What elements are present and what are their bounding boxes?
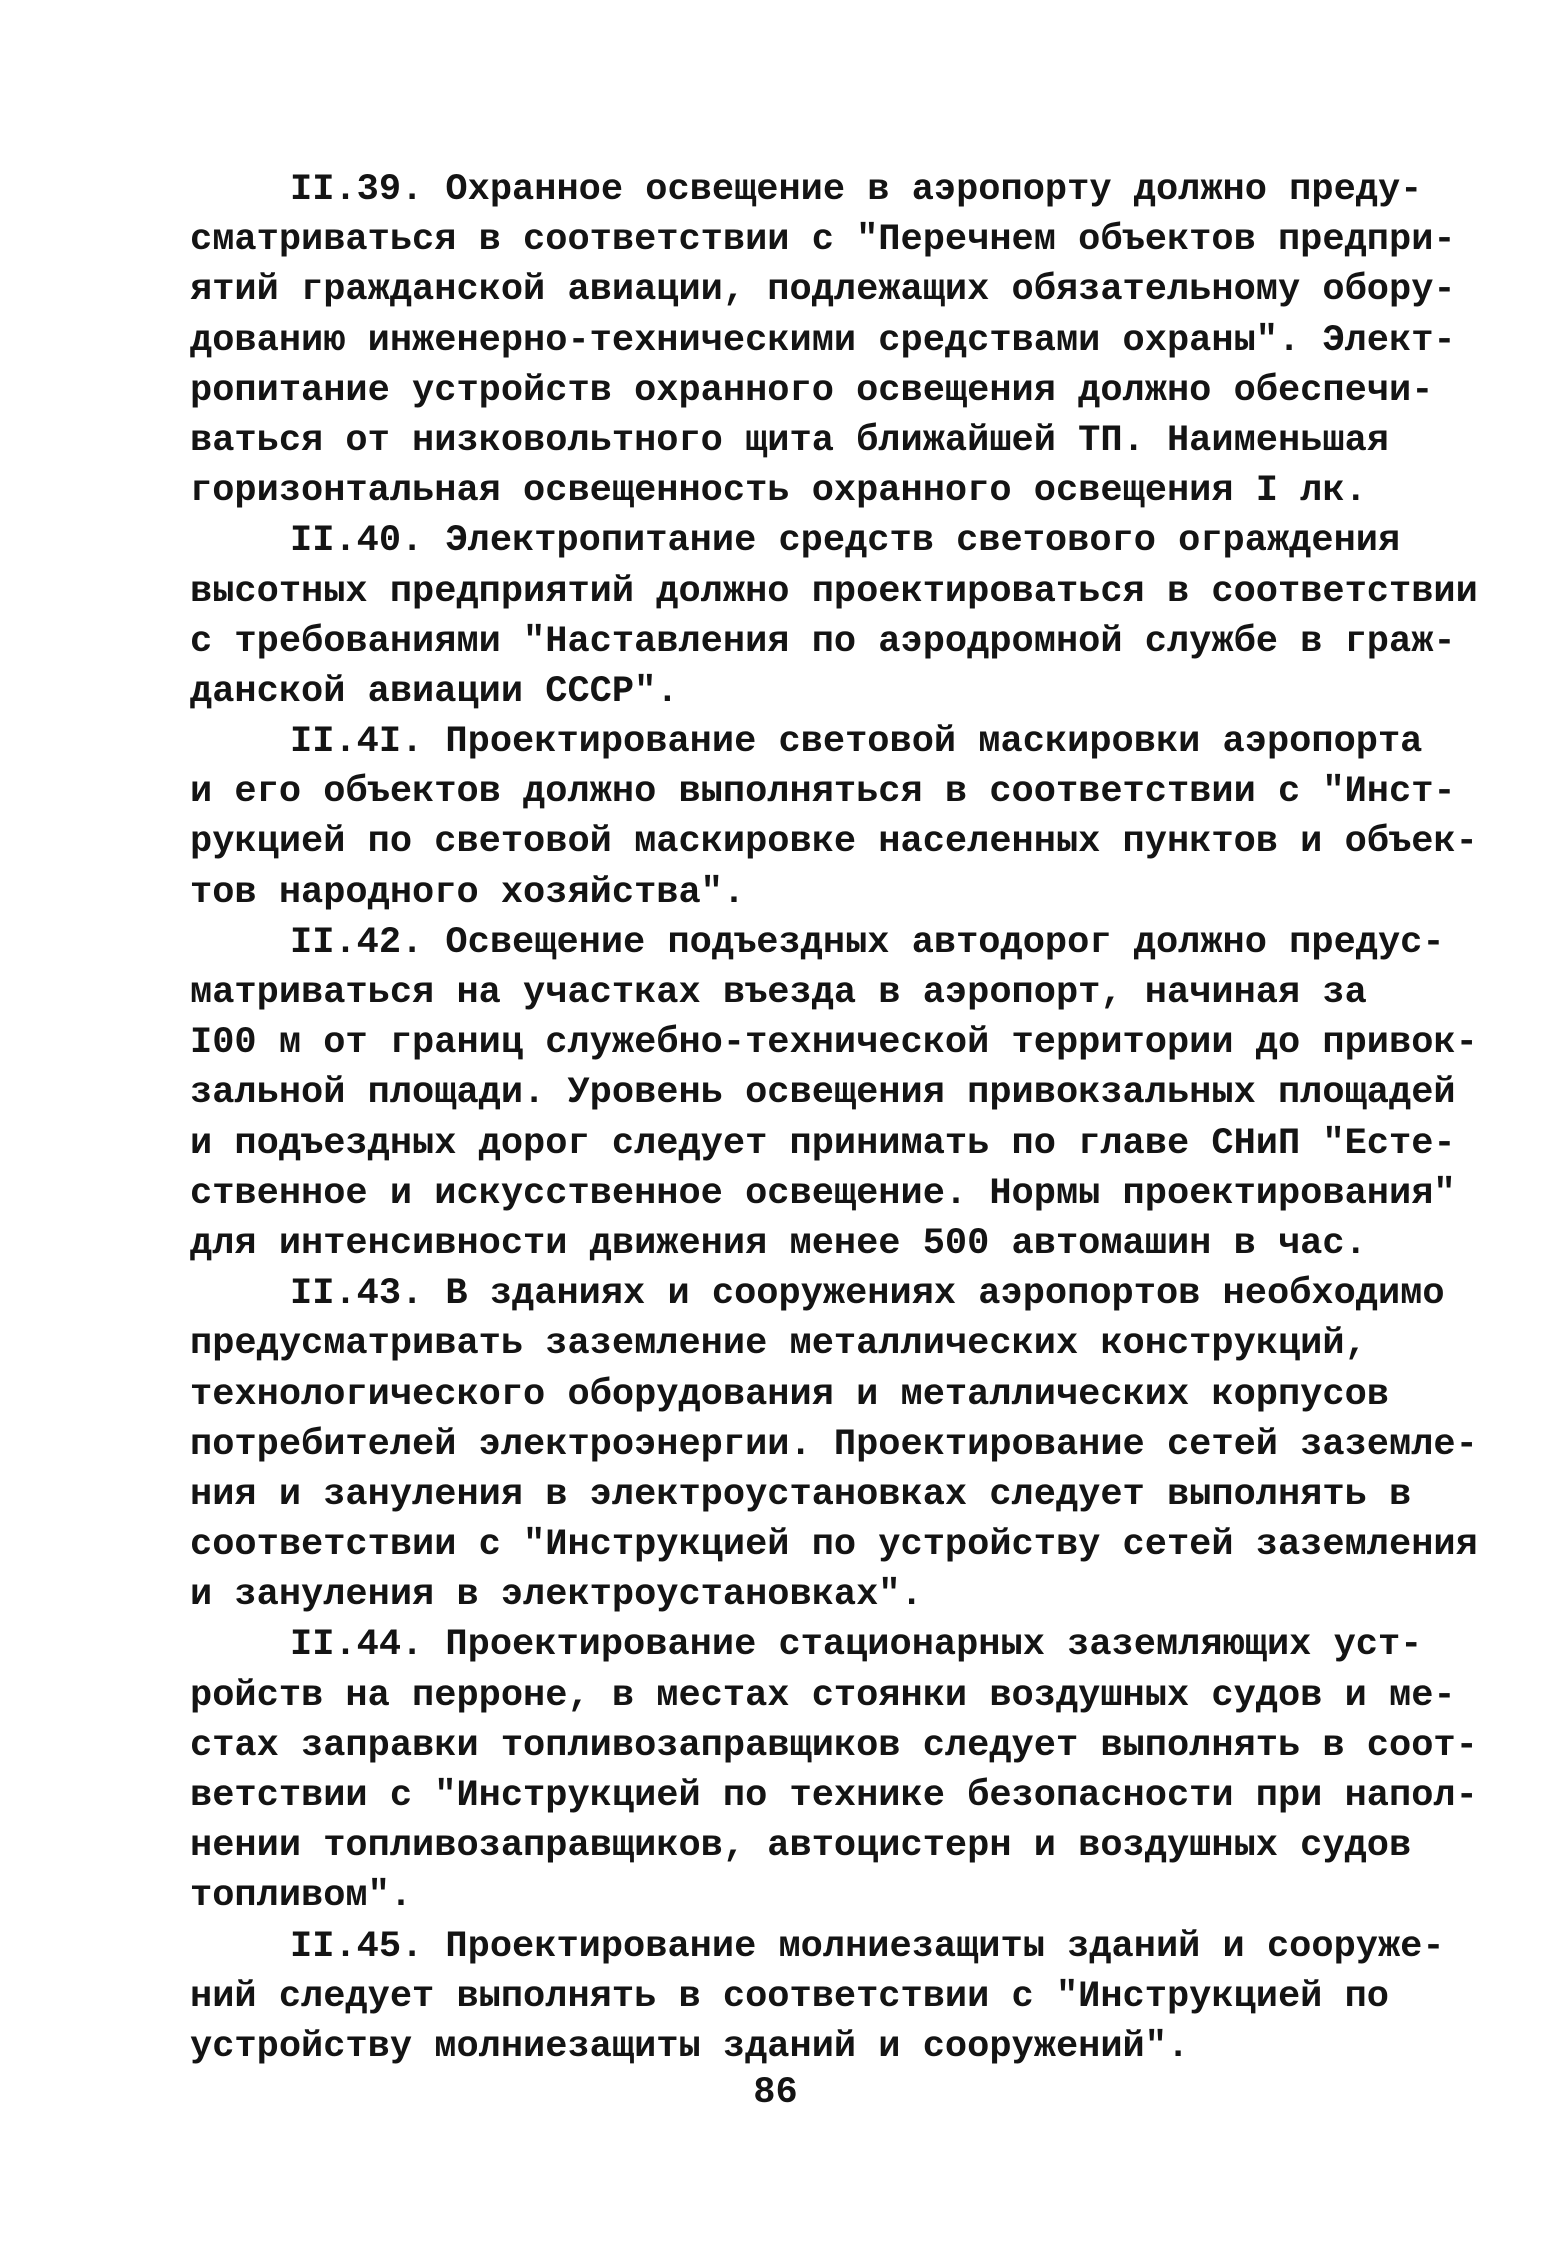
paragraph-11-44-line: II.44. Проектирование стационарных заземляющих уст- [290,1624,1423,1667]
paragraph-11-44-line: топливом". [190,1875,413,1918]
paragraph-11-42-line: зальной площади. Уровень освещения привокзальных площадей [190,1072,1456,1115]
paragraph-11-39-line: горизонтальная освещенность охранного освещения I лк. [190,470,1367,513]
paragraph-11-43-line: соответствии с "Инструкцией по устройству сетей заземления [190,1524,1478,1567]
paragraph-11-45-line: II.45. Проектирование молниезащиты зданий и сооруже- [290,1925,1445,1968]
paragraph-11-42-line: ственное и искусственное освещение. Нормы проектирования" [190,1172,1456,1215]
body-text [190,165,1478,2072]
paragraph-11-43-line: технологического оборудования и металлических корпусов [190,1373,1389,1416]
paragraph-11-44-line: ройств на перроне, в местах стоянки воздушных судов и ме- [190,1674,1456,1717]
paragraph-11-44-line: нении топливозаправщиков, автоцистерн и воздушных судов [190,1825,1412,1868]
paragraph-11-45-line: ний следует выполнять в соответствии с "Инструкцией по [190,1975,1389,2018]
paragraph-11-43-line: предусматривать заземление металлических конструкций, [190,1323,1367,1366]
paragraph-11-43-line: ния и зануления в электроустановках следует выполнять в [190,1473,1412,1516]
paragraph-11-39-line: ятий гражданской авиации, подлежащих обязательному обору- [190,269,1456,312]
paragraph-11-40-line: II.40. Электропитание средств светового ограждения [290,520,1401,563]
paragraph-11-44-line: ветствии с "Инструкцией по технике безопасности при напол- [190,1775,1478,1817]
paragraph-11-39-line: дованию инженерно-техническими средствами охраны". Элект- [190,319,1456,362]
paragraph-11-39-line: сматриваться в соответствии с "Перечнем объектов предпри- [190,219,1456,262]
paragraph-11-41-line: и его объектов должно выполняться в соответствии с "Инст- [190,771,1456,814]
paragraph-11-42-line: II.42. Освещение подъездных автодорог должно предус- [290,921,1445,964]
paragraph-11-42-line: матриваться на участках въезда в аэропорт, начиная за [190,972,1367,1014]
paragraph-11-42-line: и подъездных дорог следует принимать по главе СНиП "Есте- [190,1122,1456,1165]
paragraph-11-43-line: и зануления в электроустановках". [190,1574,923,1617]
paragraph-11-39-line: ропитание устройств охранного освещения должно обеспечи- [190,369,1434,412]
paragraph-11-42-line: для интенсивности движения менее 500 автомашин в час. [190,1222,1367,1265]
paragraph-11-45-line: устройству молниезащиты зданий и сооружений". [190,2025,1190,2068]
paragraph-11-43-line: потребителей электроэнергии. Проектирование сетей заземле- [190,1423,1478,1466]
paragraph-11-41-line: рукцией по световой маскировке населенных пунктов и объек- [190,821,1478,864]
paragraph-11-43-line: II.43. В зданиях и сооружениях аэропортов необходимо [290,1273,1445,1316]
paragraph-11-40-line: данской авиации СССР". [190,670,679,713]
paragraph-11-44-line: стах заправки топливозаправщиков следует выполнять в соот- [190,1724,1478,1767]
paragraph-11-39-line: II.39. Охранное освещение в аэропорту должно преду- [290,169,1423,211]
paragraph-11-39-line: ваться от низковольтного щита ближайшей ТП. Наименьшая [190,419,1389,462]
paragraph-11-42-line: I00 м от границ служебно-технической территории до привок- [190,1022,1478,1065]
paragraph-11-41-line: II.4I. Проектирование световой маскировки аэропорта [290,721,1423,764]
page-number: 86 [753,2072,798,2114]
paragraph-11-40-line: высотных предприятий должно проектироваться в соответствии [190,570,1478,613]
paragraph-11-41-line: тов народного хозяйства". [190,871,746,914]
paragraph-11-40-line: с требованиями "Наставления по аэродромной службе в граж- [190,620,1456,663]
